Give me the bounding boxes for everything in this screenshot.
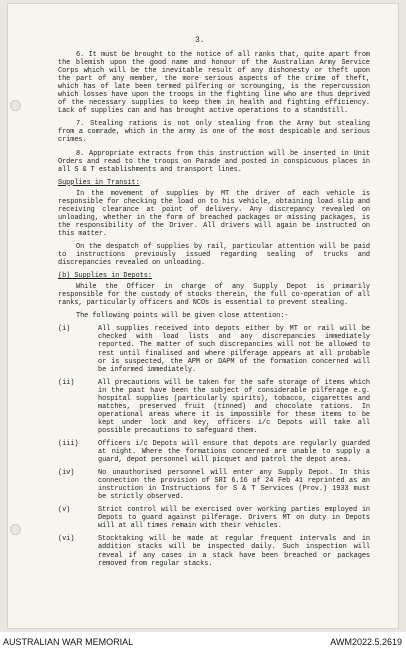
item-text: Officers i/c Depots will ensure that depots are regularly guarded at night. Where the formations concerned are unable to supply a guard, depot personnel will picquet and patrol the depot area.	[98, 439, 370, 465]
punch-hole	[10, 100, 21, 111]
item-text: No unauthorised personnel will enter any Supply Depot. In this connection the provision of SRI 6.16 of 24 Feb 41 reprinted as an instruction in Instructions for S & T Services (Prov.) 1933 must be strictly observed.	[98, 469, 370, 502]
section-heading-depots: (b) Supplies in Depots:	[58, 272, 152, 281]
item-text: Strict control will be exercised over working parties employed in Depots to guard against pilferage. Drivers MT on duty in Depots will at all times remain with their vehicles.	[98, 506, 370, 531]
item-text: All precautions will be taken for the safe storage of items which in the past have been the subject of considerable pilferage e.g. hospital supplies (particularly spirits), tobacco, cigarettes and matches, preserved fruit (tinned) and chocolate rations. In operational areas where it is impossible for these items to be kept under lock and key, officers i/c Depots will take all possible precautions to safeguard them.	[98, 378, 370, 435]
item-number: (iv)	[58, 469, 75, 478]
paragraph-8: 8. Appropriate extracts from this instruction will be inserted in Unit Orders and read to the troops on Parade and posted in conspicuous places in all S & T establishments and transport lines.	[58, 149, 370, 174]
footer-reference: AWM2022.5.2619	[330, 637, 402, 647]
transit-paragraph-2: On the despatch of supplies by rail, particular attention will be paid to instructions previously issued regarding sealing of trucks and discrepancies revealed on unloading.	[58, 242, 370, 268]
list-item	[58, 506, 370, 530]
footer-institution: AUSTRALIAN WAR MEMORIAL	[3, 637, 134, 647]
punch-hole	[10, 524, 21, 535]
item-number: (ii)	[58, 378, 75, 387]
paragraph-6: 6. It must be brought to the notice of all ranks that, quite apart from the blemish upon the good name and honour of the Australian Army Service Corps which will be the inevitable result of any dishonesty or theft upon the part of any member, the more serious aspects of the crime of theft, which has of late been termed pilfering or scrounging, is the repercussion which losses have upon the troops in the fighting line who are thus deprived of the necessary supplies to keep them in health and fighting efficiency. Lack of supplies can and has brought active operations to a standstill.	[58, 51, 370, 116]
page-number: 3.	[195, 36, 205, 45]
list-item	[58, 535, 370, 567]
transit-paragraph-1: In the movement of supplies by MT the driver of each vehicle is responsible for checking the load on to his vehicle, obtaining load slip and receiving clearance at point of delivery. Any discrepancy revealed on unloading, whether in the form of breached packages or missing packages, is the responsibility of the Driver. All drivers will again be instructed on this matter.	[58, 189, 370, 238]
item-text: All supplies received into depots either by MT or rail will be checked with load lists and any discrepancies immediately reported. The matter of such discrepancies will not be allowed to rest until finalised and where pilferage appears at all probable or is suspected, the APM or DAPM of the formation concerned will be informed immediately.	[98, 325, 370, 374]
list-item	[58, 379, 370, 435]
item-text: Stocktaking will be made at regular frequent intervals and in addition stacks will be inspected daily. Such inspection will reveal if any cases in a stack have been breached or packages removed from regular stacks.	[98, 535, 370, 568]
list-item	[58, 440, 370, 464]
item-number: (v)	[58, 506, 71, 515]
item-number: (i)	[58, 325, 71, 334]
item-number: (vi)	[58, 535, 75, 544]
document-body	[58, 51, 370, 573]
list-item	[58, 325, 370, 373]
depots-intro: While the Officer in charge of any Supply Depot is primarily responsible for the custody of stocks therein, the full co-operation of all ranks, particularly officers and NCOs is essential to prevent stealing.	[58, 283, 370, 308]
item-number: (iii)	[58, 439, 79, 448]
list-item	[58, 469, 370, 501]
depots-lead: The following points will be given close attention:-	[76, 312, 289, 321]
section-heading-transit: Supplies in Transit:	[58, 178, 140, 187]
archive-footer	[0, 632, 406, 653]
paragraph-7: 7. Stealing rations is not only stealing from the Army but stealing from a comrade, which in the army is one of the most despicable and serious crimes.	[58, 120, 370, 145]
